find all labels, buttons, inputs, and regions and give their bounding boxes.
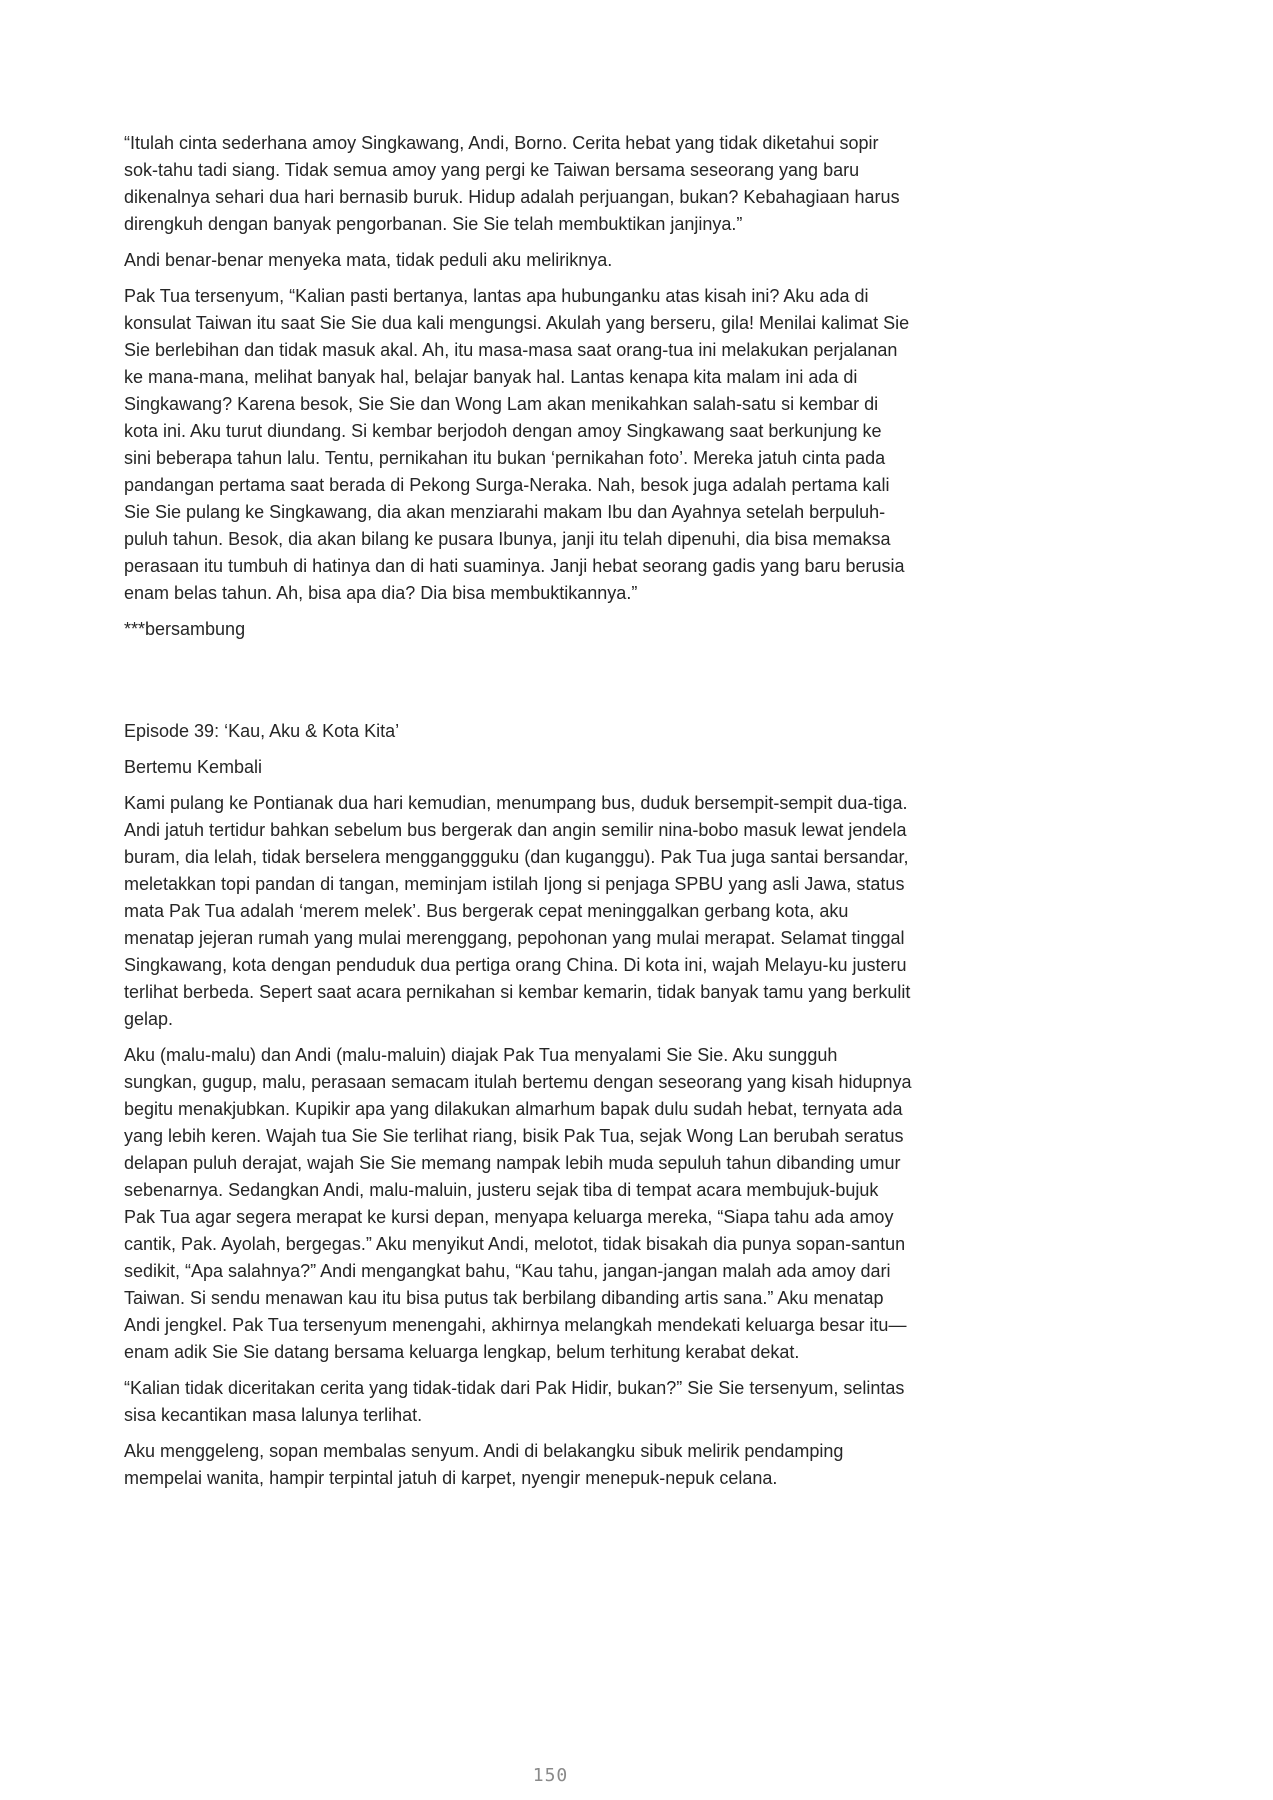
episode-title	[124, 718, 986, 745]
paragraph	[124, 283, 986, 607]
text-line: delapan puluh derajat, wajah Sie Sie memang nampak lebih muda sepuluh tahun dibanding umur	[124, 1153, 901, 1173]
paragraph	[124, 130, 986, 238]
paragraph	[124, 247, 986, 274]
text-line: sini beberapa tahun lalu. Tentu, pernikahan itu bukan ‘pernikahan foto’. Mereka jatuh cinta pada	[124, 448, 886, 468]
page-number: 150	[532, 1765, 569, 1786]
text-line: sisa kecantikan masa lalunya terlihat.	[124, 1405, 423, 1425]
text-line: Pak Tua tersenyum, “Kalian pasti bertanya, lantas apa hubunganku atas kisah ini? Aku ada di	[124, 286, 869, 306]
paragraph	[124, 1375, 986, 1429]
chapter-subtitle	[124, 754, 986, 781]
text-line: dikenalnya sehari dua hari bernasib buruk. Hidup adalah perjuangan, bukan? Kebahagiaan harus	[124, 187, 900, 207]
text-line: sebenarnya. Sedangkan Andi, malu-maluin, justeru sejak tiba di tempat acara membujuk-bujuk	[124, 1180, 879, 1200]
text-line: sungkan, gugup, malu, perasaan semacam itulah bertemu dengan seseorang yang kisah hidupnya	[124, 1072, 912, 1092]
text-line: Andi benar-benar menyeka mata, tidak peduli aku meliriknya.	[124, 250, 613, 270]
text-line: Aku (malu-malu) dan Andi (malu-maluin) diajak Pak Tua menyalami Sie Sie. Aku sungguh	[124, 1045, 838, 1065]
text-line: begitu menakjubkan. Kupikir apa yang dilakukan almarhum bapak dulu sudah hebat, ternyata ada	[124, 1099, 903, 1119]
text-line: enam belas tahun. Ah, bisa apa dia? Dia bisa membuktikannya.”	[124, 583, 638, 603]
text-line: “Kalian tidak diceritakan cerita yang tidak-tidak dari Pak Hidir, bukan?” Sie Sie tersenyum, selintas	[124, 1378, 905, 1398]
paragraph	[124, 790, 986, 1033]
text-line: direngkuh dengan banyak pengorbanan. Sie Sie telah membuktikan janjinya.”	[124, 214, 743, 234]
text-line: gelap.	[124, 1009, 174, 1029]
section-spacer	[124, 652, 986, 718]
chapter-subtitle-text: Bertemu Kembali	[124, 757, 263, 777]
text-line: sok-tahu tadi siang. Tidak semua amoy yang pergi ke Taiwan bersama seseorang yang baru	[124, 160, 860, 180]
text-line: mata Pak Tua adalah ‘merem melek’. Bus bergerak cepat meninggalkan gerbang kota, aku	[124, 901, 849, 921]
text-line: ***bersambung	[124, 619, 246, 639]
text-line: menatap jejeran rumah yang mulai merenggang, pepohonan yang mulai merapat. Selamat tinggal	[124, 928, 905, 948]
body-text	[124, 130, 986, 1501]
text-line: “Itulah cinta sederhana amoy Singkawang, Andi, Borno. Cerita hebat yang tidak diketahui sopir	[124, 133, 879, 153]
text-line: Singkawang? Karena besok, Sie Sie dan Wong Lam akan menikahkan salah-satu si kembar di	[124, 394, 879, 414]
text-line: Taiwan. Si sendu menawan kau itu bisa putus tak berbilang dibanding artis sana.” Aku menatap	[124, 1288, 884, 1308]
text-line: Sie Sie pulang ke Singkawang, dia akan menziarahi makam Ibu dan Ayahnya setelah berpuluh-	[124, 502, 886, 522]
text-line: sedikit, “Apa salahnya?” Andi mengangkat bahu, “Kau tahu, jangan-jangan malah ada amoy dari	[124, 1261, 891, 1281]
text-line: Andi jatuh tertidur bahkan sebelum bus bergerak dan angin semilir nina-bobo masuk lewat jendela	[124, 820, 907, 840]
text-line: meletakkan topi pandan di tangan, meminjam istilah Ijong si penjaga SPBU yang asli Jawa, status	[124, 874, 905, 894]
text-line: puluh tahun. Besok, dia akan bilang ke pusara Ibunya, janji itu telah dipenuhi, dia bisa memaksa	[124, 529, 891, 549]
text-line: pandangan pertama saat berada di Pekong Surga-Neraka. Nah, besok juga adalah pertama kali	[124, 475, 890, 495]
text-line: Aku menggeleng, sopan membalas senyum. Andi di belakangku sibuk melirik pendamping	[124, 1441, 844, 1461]
text-line: Andi jengkel. Pak Tua tersenyum menengahi, akhirnya melangkah mendekati keluarga besar itu—	[124, 1315, 907, 1335]
text-line: kota ini. Aku turut diundang. Si kembar berjodoh dengan amoy Singkawang saat berkunjung ke	[124, 421, 882, 441]
paragraph	[124, 1042, 986, 1366]
text-line: Pak Tua agar segera merapat ke kursi depan, menyapa keluarga mereka, “Siapa tahu ada amoy	[124, 1207, 894, 1227]
text-line: mempelai wanita, hampir terpintal jatuh di karpet, nyengir menepuk-nepuk celana.	[124, 1468, 778, 1488]
text-line: Singkawang, kota dengan penduduk dua pertiga orang China. Di kota ini, wajah Melayu-ku justeru	[124, 955, 907, 975]
text-line: terlihat berbeda. Sepert saat acara pernikahan si kembar kemarin, tidak banyak tamu yang berkulit	[124, 982, 911, 1002]
text-line: konsulat Taiwan itu saat Sie Sie dua kali mengungsi. Akulah yang berseru, gila! Menilai kalimat Sie	[124, 313, 910, 333]
continued-marker	[124, 616, 986, 643]
text-line: ke mana-mana, melihat banyak hal, belajar banyak hal. Lantas kenapa kita malam ini ada di	[124, 367, 858, 387]
episode-title-text: Episode 39: ‘Kau, Aku & Kota Kita’	[124, 721, 400, 741]
paragraph	[124, 1438, 986, 1492]
text-line: Kami pulang ke Pontianak dua hari kemudian, menumpang bus, duduk bersempit-sempit dua-tiga.	[124, 793, 908, 813]
text-line: cantik, Pak. Ayolah, bergegas.” Aku menyikut Andi, melotot, tidak bisakah dia punya sopan-santun	[124, 1234, 906, 1254]
text-line: yang lebih keren. Wajah tua Sie Sie terlihat riang, bisik Pak Tua, sejak Wong Lan berubah seratus	[124, 1126, 904, 1146]
text-line: perasaan itu tumbuh di hatinya dan di hati suaminya. Janji hebat seorang gadis yang baru berusia	[124, 556, 905, 576]
text-line: Sie berlebihan dan tidak masuk akal. Ah, itu masa-masa saat orang-tua ini melakukan perjalanan	[124, 340, 898, 360]
text-line: enam adik Sie Sie datang bersama keluarga lengkap, belum terhitung kerabat dekat.	[124, 1342, 800, 1362]
text-line: buram, dia lelah, tidak berselera mengganggguku (dan kuganggu). Pak Tua juga santai bersandar,	[124, 847, 909, 867]
